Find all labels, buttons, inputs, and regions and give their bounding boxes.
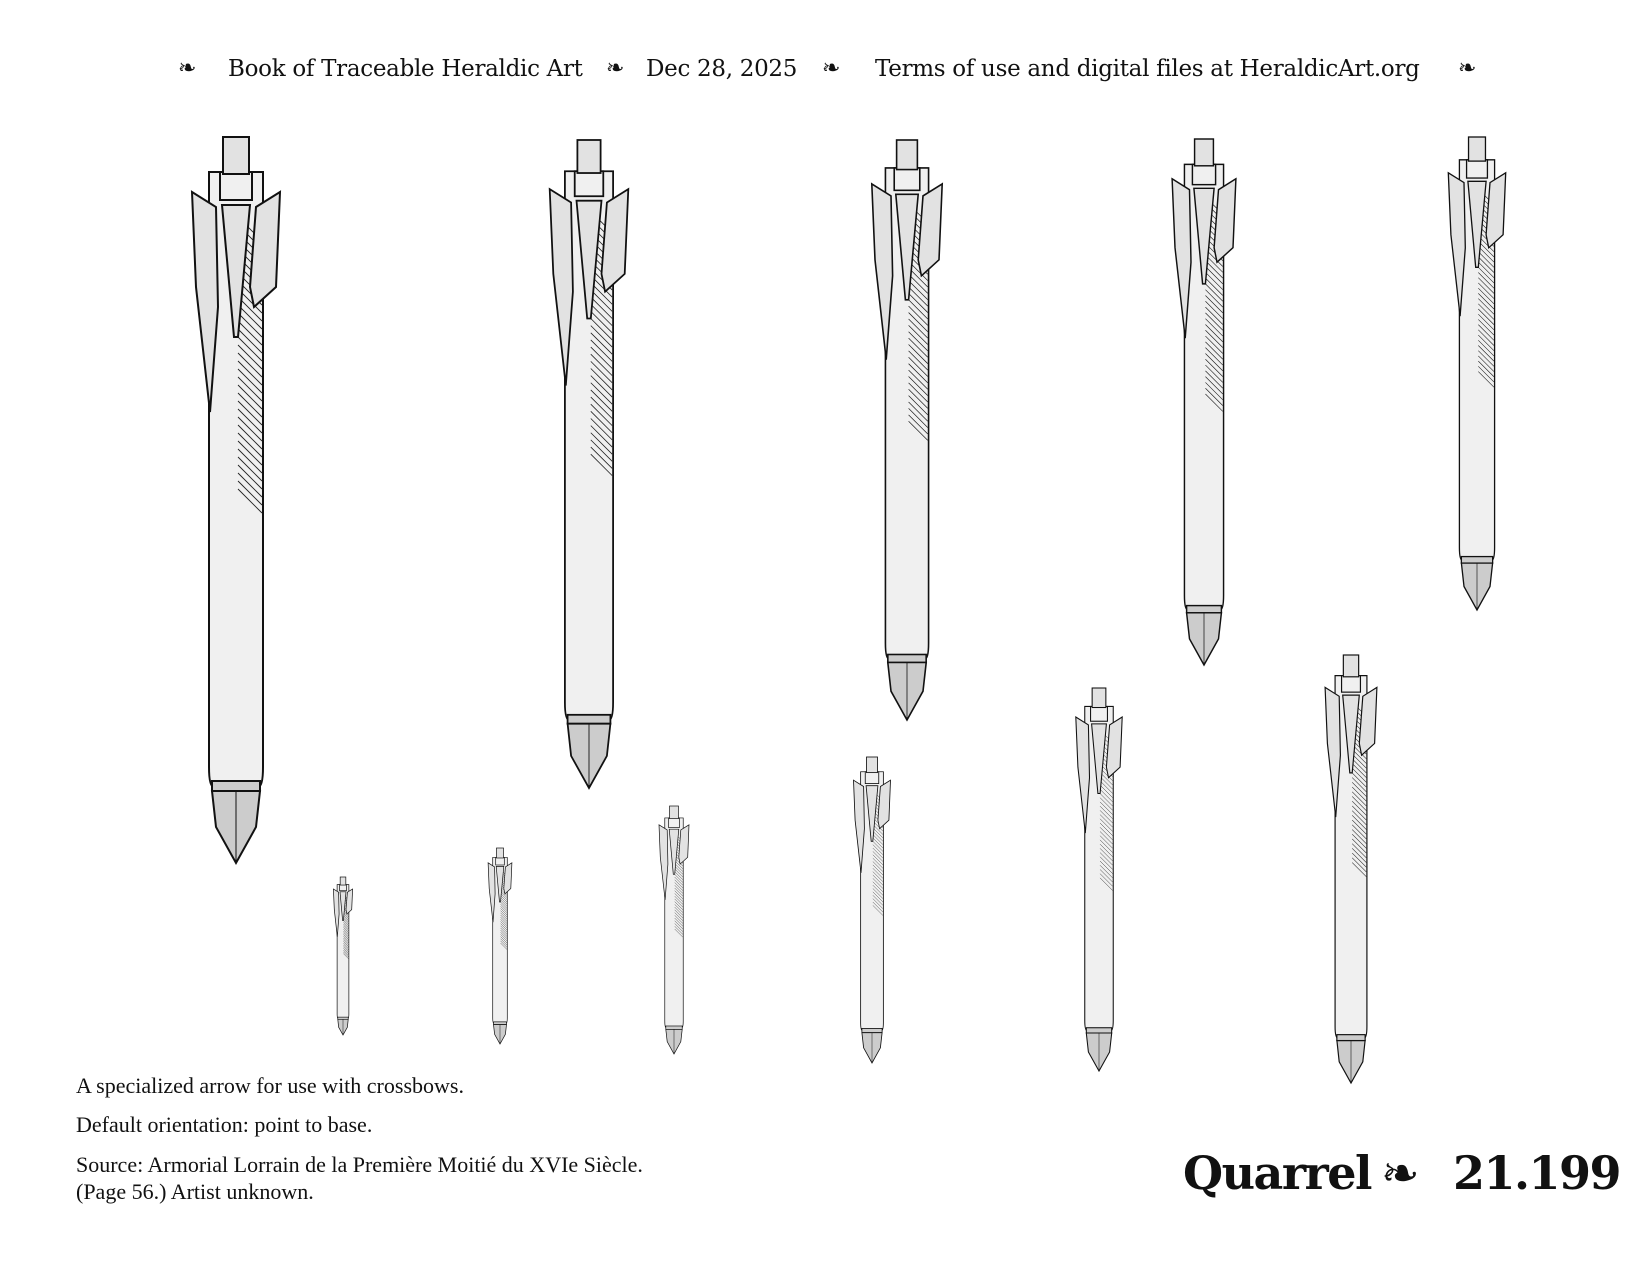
quarrel-arrow [333,877,352,1035]
fleuron-ornament-icon: ❧ [822,56,841,81]
fleuron-ornament-icon: ❧ [606,56,625,81]
arrow-collar [496,857,505,865]
quarrel-arrow [854,757,891,1063]
arrow-collar [220,172,252,200]
fleuron-ornament-icon: ❧ [178,56,197,81]
arrow-nock [577,140,600,173]
quarrel-arrow [1448,137,1505,610]
plate-number: 21.199 [1453,1146,1621,1200]
head-band [1337,1035,1365,1041]
fleuron-ornament-icon: ❧ [1381,1146,1419,1200]
quarrel-arrow [659,806,689,1054]
publication-date: Dec 28, 2025 [646,56,798,82]
plate-title [1183,1146,1623,1216]
fleuron-ornament-icon: ❧ [1458,56,1477,81]
book-title: Book of Traceable Heraldic Art [228,56,583,82]
head-band [1086,1028,1111,1033]
source-page-text: (Page 56.) Artist unknown. [76,1179,314,1204]
arrow-nock [1092,688,1106,708]
description-text: A specialized arrow for use with crossbows. [76,1073,464,1098]
head-band [862,1028,882,1032]
quarrel-arrow [1325,655,1377,1083]
arrow-collar [669,818,680,828]
plate-name: Quarrel [1183,1146,1372,1200]
head-band [888,654,926,662]
head-band [666,1026,682,1029]
head-band [494,1022,507,1025]
arrow-nock [496,848,503,858]
arrow-nock [223,137,249,174]
right-fletching [504,863,512,894]
head-band [568,715,611,724]
arrow-nock [670,806,679,819]
arrow-collar [340,885,347,891]
source-text: Source: Armorial Lorrain de la Première Moitié du XVIe Siècle. [76,1152,643,1177]
arrow-nock [1469,137,1486,161]
arrow-nock [1343,655,1358,677]
arrow-nock [867,757,878,773]
arrow-nock [1195,139,1214,166]
quarrel-arrow [1076,688,1122,1071]
arrow-collar [575,171,604,196]
quarrel-arrow [872,140,942,720]
head-band [212,781,260,791]
arrow-nock [340,877,346,885]
arrow-collar [1091,706,1108,721]
quarrel-arrow [192,137,280,863]
head-band [1187,606,1222,613]
quarrel-arrow [550,140,629,788]
orientation-text: Default orientation: point to base. [76,1112,373,1137]
arrow-collar [1342,676,1361,693]
head-band [1461,557,1492,564]
arrow-nock [897,140,918,170]
arrow-collar [865,772,878,784]
arrow-collar [894,168,920,190]
arrow-collar [1467,160,1488,178]
quarrel-arrow [488,848,512,1044]
quarrel-arrow [1172,139,1236,665]
arrow-collar [1192,164,1215,184]
terms-of-use-link[interactable]: Terms of use and digital files at HeraldicArt.org [875,56,1420,82]
